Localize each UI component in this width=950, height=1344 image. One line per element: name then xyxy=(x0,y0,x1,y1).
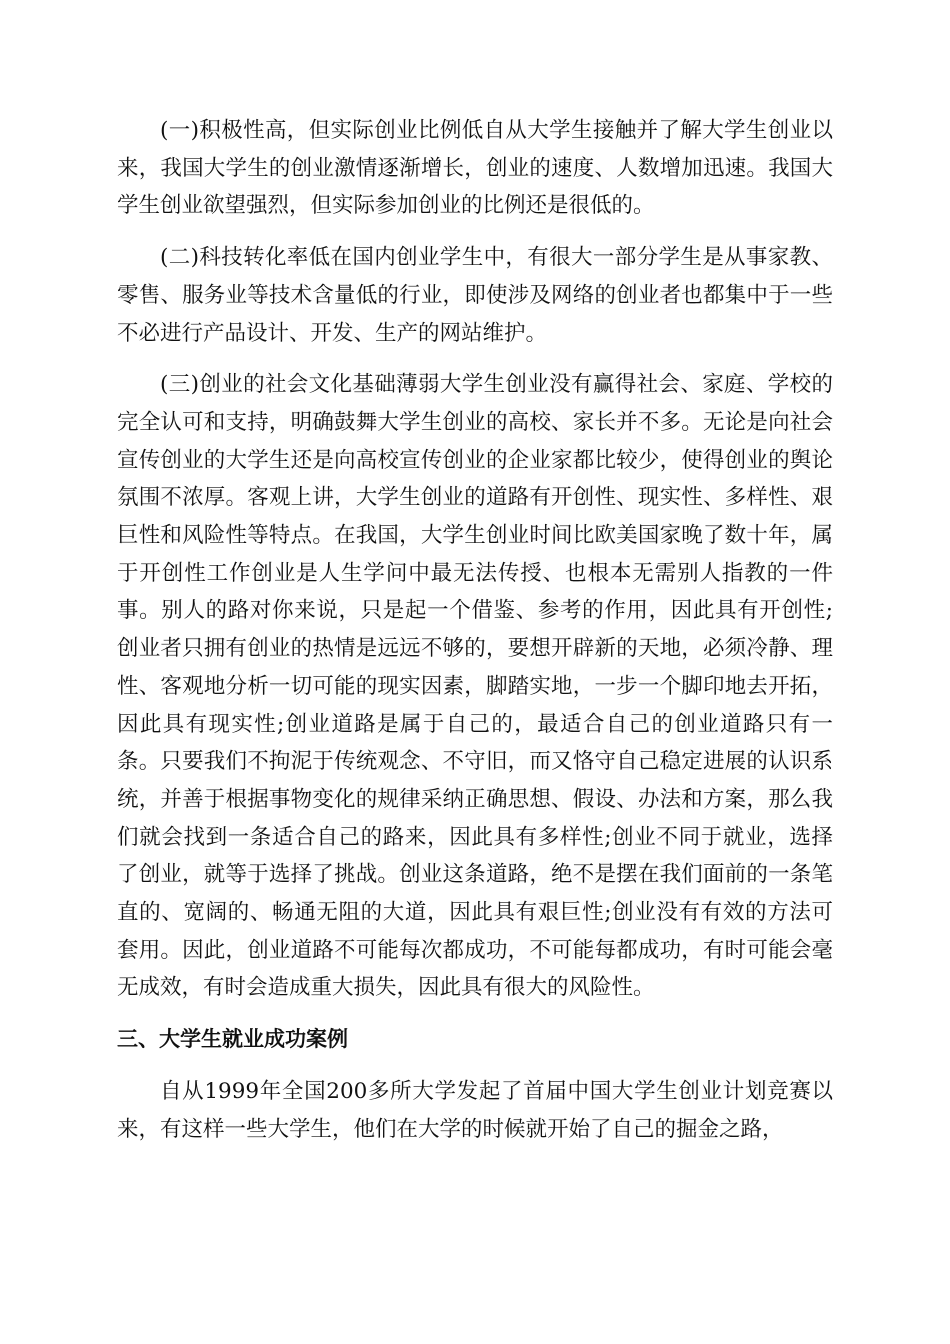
paragraph-social-culture: (三)创业的社会文化基础薄弱大学生创业没有赢得社会、家庭、学校的完全认可和支持，明确鼓舞大学生创业的高校、家长并不多。无论是向社会宣传创业的大学生还是向高校宣传创业的企业家都比较少，使得创业的舆论氛围不浓厚。客观上讲，大学生创业的道路有开创性、现实性、多样性、艰巨性和风险性等特点。在我国，大学生创业时间比欧美国家晚了数十年，属于开创性工作创业是人生学问中最无法传授、也根本无需别人指教的一件事。别人的路对你来说，只是起一个借鉴、参考的作用，因此具有开创性;创业者只拥有创业的热情是远远不够的，要想开辟新的天地，必须冷静、理性、客观地分析一切可能的现实因素，脚踏实地，一步一个脚印地去开拓，因此具有现实性;创业道路是属于自己的，最适合自己的创业道路只有一条。只要我们不拘泥于传统观念、不守旧，而又恪守自己稳定进展的认识系统，并善于根据事物变化的规律采纳正确思想、假设、办法和方案，那么我们就会找到一条适合自己的路来，因此具有多样性;创业不同于就业，选择了创业，就等于选择了挑战。创业这条道路，绝不是摆在我们面前的一条笔直的、宽阔的、畅通无阻的大道，因此具有艰巨性;创业没有有效的方法可套用。因此，创业道路不可能每次都成功，不可能每都成功，有时可能会毫无成效，有时会造成重大损失，因此具有很大的风险性。 xyxy=(117,372,833,1001)
paragraph-tech-transfer: (二)科技转化率低在国内创业学生中，有很大一部分学生是从事家教、零售、服务业等技术含量低的行业，即使涉及网络的创业者也都集中于一些不必进行产品设计、开发、生产的网站维护。 xyxy=(117,245,833,346)
paragraph-success-cases: 自从1999年全国200多所大学发起了首届中国大学生创业计划竞赛以来，有这样一些大学生，他们在大学的时候就开始了自己的掘金之路， xyxy=(117,1078,833,1142)
section-heading: 三、大学生就业成功案例 xyxy=(117,1027,348,1052)
paragraph-enthusiasm: (一)积极性高，但实际创业比例低自从大学生接触并了解大学生创业以来，我国大学生的创业激情逐渐增长，创业的速度、人数增加迅速。我国大学生创业欲望强烈，但实际参加创业的比例还是很低的。 xyxy=(117,118,833,219)
document-body xyxy=(117,112,833,1162)
